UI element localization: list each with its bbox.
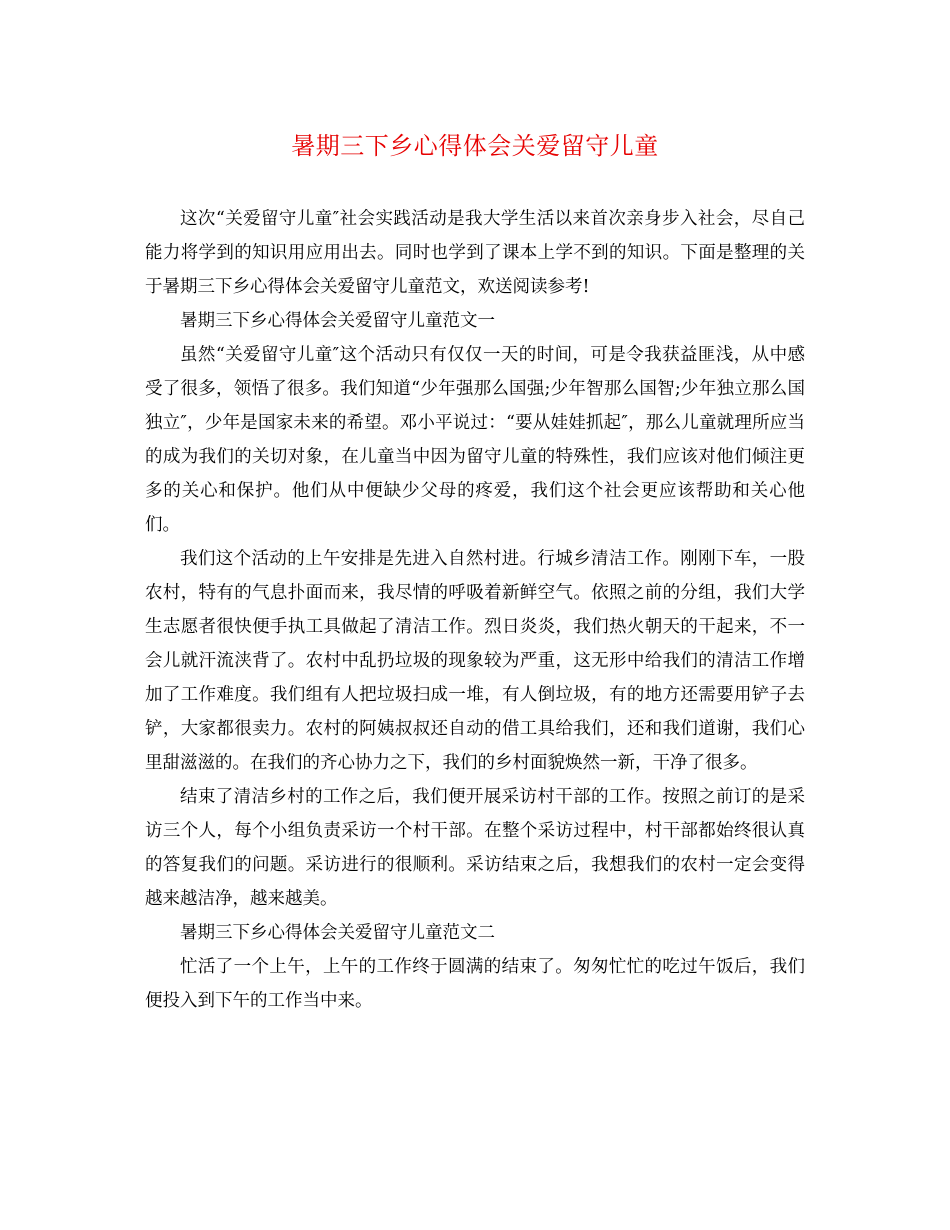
section-heading-one: 暑期三下乡心得体会关爱留守儿童范文一	[180, 311, 495, 331]
document-body	[145, 202, 805, 1018]
body-paragraph: 忙活了一个上午，上午的工作终于圆满的结束了。匆匆忙忙的吃过午饭后，我们便投入到下午的工作当中来。	[145, 957, 805, 1011]
document-title: 暑期三下乡心得体会关爱留守儿童	[291, 132, 659, 160]
body-paragraph: 结束了清洁乡村的工作之后，我们便开展采访村干部的工作。按照之前订的是采访三个人，每个小组负责采访一个村干部。在整个采访过程中，村干部都始终很认真的答复我们的问题。采访进行的很顺利。采访结束之后，我想我们的农村一定会变得越来越洁净，越来越美。	[145, 787, 805, 909]
intro-paragraph: 这次“关爱留守儿童″社会实践活动是我大学生活以来首次亲身步入社会，尽自己能力将学到的知识用应用出去。同时也学到了课本上学不到的知识。下面是整理的关于暑期三下乡心得体会关爱留守儿童范文，欢送阅读参考!	[145, 209, 805, 297]
body-paragraph: 我们这个活动的上午安排是先进入自然村进。行城乡清洁工作。刚刚下车，一股农村，特有的气息扑面而来，我尽情的呼吸着新鲜空气。依照之前的分组，我们大学生志愿者很快便手执工具做起了清洁工作。烈日炎炎，我们热火朝天的干起来，不一会儿就汗流浃背了。农村中乱扔垃圾的现象较为严重，这无形中给我们的清洁工作增加了工作难度。我们组有人把垃圾扫成一堆，有人倒垃圾，有的地方还需要用铲子去铲，大家都很卖力。农村的阿姨叔叔还自动的借工具给我们，还和我们道谢，我们心里甜滋滋的。在我们的齐心协力之下，我们的乡村面貌焕然一新，干净了很多。	[145, 549, 805, 773]
section-heading-two: 暑期三下乡心得体会关爱留守儿童范文二	[180, 923, 495, 943]
body-paragraph: 虽然“关爱留守儿童″这个活动只有仅仅一天的时间，可是令我获益匪浅，从中感受了很多，领悟了很多。我们知道“少年强那么国强;少年智那么国智;少年独立那么国独立″，少年是国家未来的希望。邓小平说过：“要从娃娃抓起″，那么儿童就理所应当的成为我们的关切对象，在儿童当中因为留守儿童的特殊性，我们应该对他们倾注更多的关心和保护。他们从中便缺少父母的疼爱，我们这个社会更应该帮助和关心他们。	[145, 345, 805, 535]
